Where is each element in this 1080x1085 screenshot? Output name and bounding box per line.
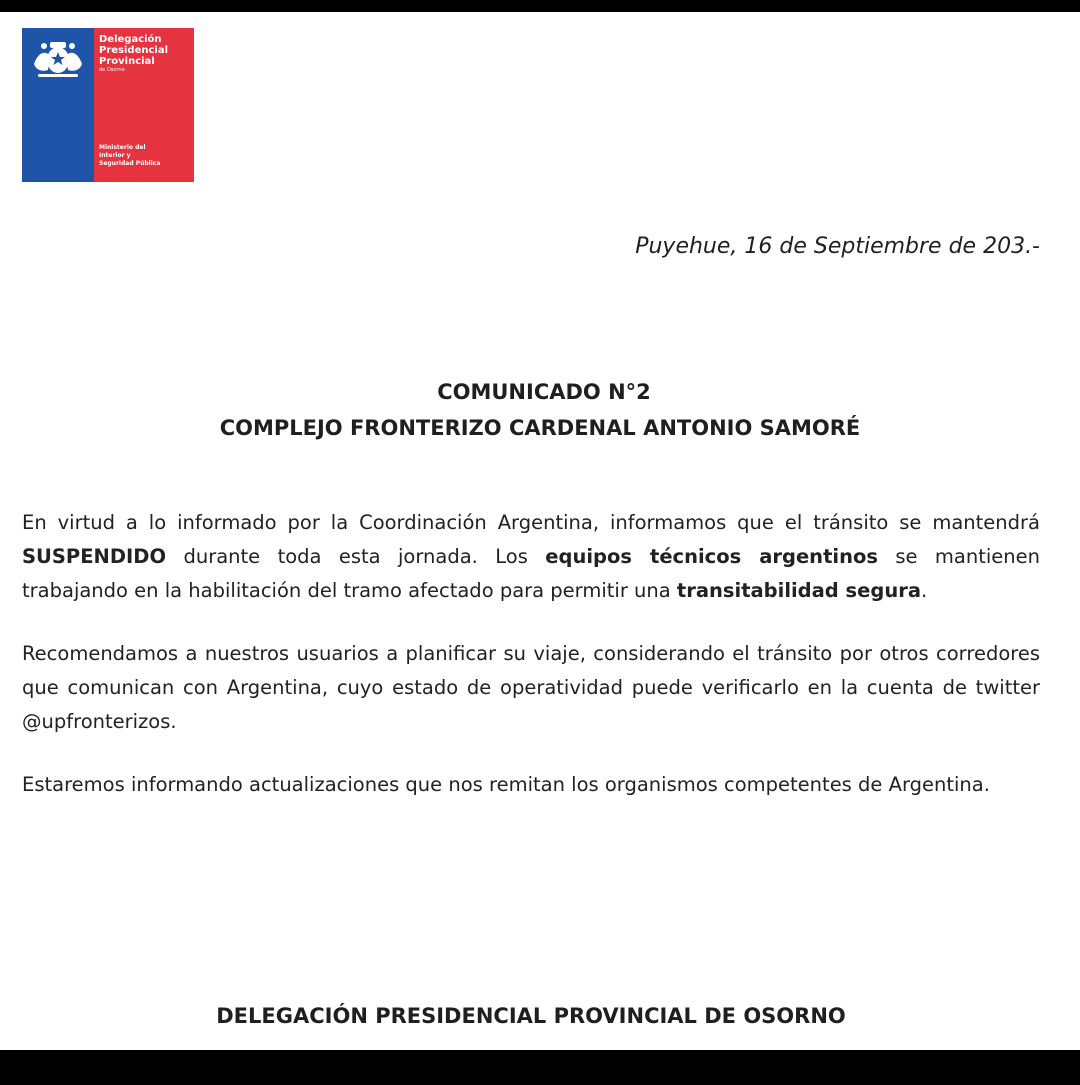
communique-subtitle: COMPLEJO FRONTERIZO CARDENAL ANTONIO SAMORÉ (219, 416, 861, 440)
p1-bold-equipos: equipos técnicos argentinos (545, 545, 878, 568)
signature: DELEGACIÓN PRESIDENCIAL PROVINCIAL DE OSORNO (216, 1004, 846, 1028)
communique-title: COMUNICADO N°2 (437, 380, 651, 404)
p1-bold-transitabilidad: transitabilidad segura (676, 579, 921, 602)
p1-bold-suspendido: SUSPENDIDO (22, 545, 167, 568)
logo-blue-panel (22, 28, 94, 182)
p1-text-3: se mantienen trabajando en la habilitación del tramo afectado para permitir una (22, 545, 1041, 602)
logo-red-panel (94, 28, 194, 182)
logo-name-line1: Delegación (99, 34, 162, 45)
coat-of-arms-icon (28, 34, 88, 84)
logo-institution-name (99, 34, 168, 74)
p1-text-2: durante toda esta jornada. Los (166, 545, 546, 568)
logo-name-line3: Provincial (99, 56, 155, 67)
logo-name-line2: Presidencial (99, 45, 169, 56)
paragraph-1 (22, 506, 1040, 608)
paragraph-3: Estaremos informando actualizaciones que nos remitan los organismos competentes de Argentina. (22, 773, 990, 796)
document-date: Puyehue, 16 de Septiembre de 203.- (635, 234, 1040, 259)
delegacion-logo (22, 28, 194, 182)
logo-ministry: Ministerio del Interior y Seguridad Pública (99, 144, 161, 167)
logo-name-sub: de Osorno (99, 67, 125, 73)
document-page (0, 12, 1080, 1050)
p1-text-4: . (921, 579, 928, 602)
p1-text-1: En virtud a lo informado por la Coordinación Argentina, informamos que el tránsito se mantendrá (22, 511, 1040, 534)
paragraph-2: Recomendamos a nuestros usuarios a planificar su viaje, considerando el tránsito por otros corredores que comunican con Argentina, cuyo estado de operatividad puede verificarlo en la cuenta de twitter @upfronterizos. (22, 642, 1040, 733)
